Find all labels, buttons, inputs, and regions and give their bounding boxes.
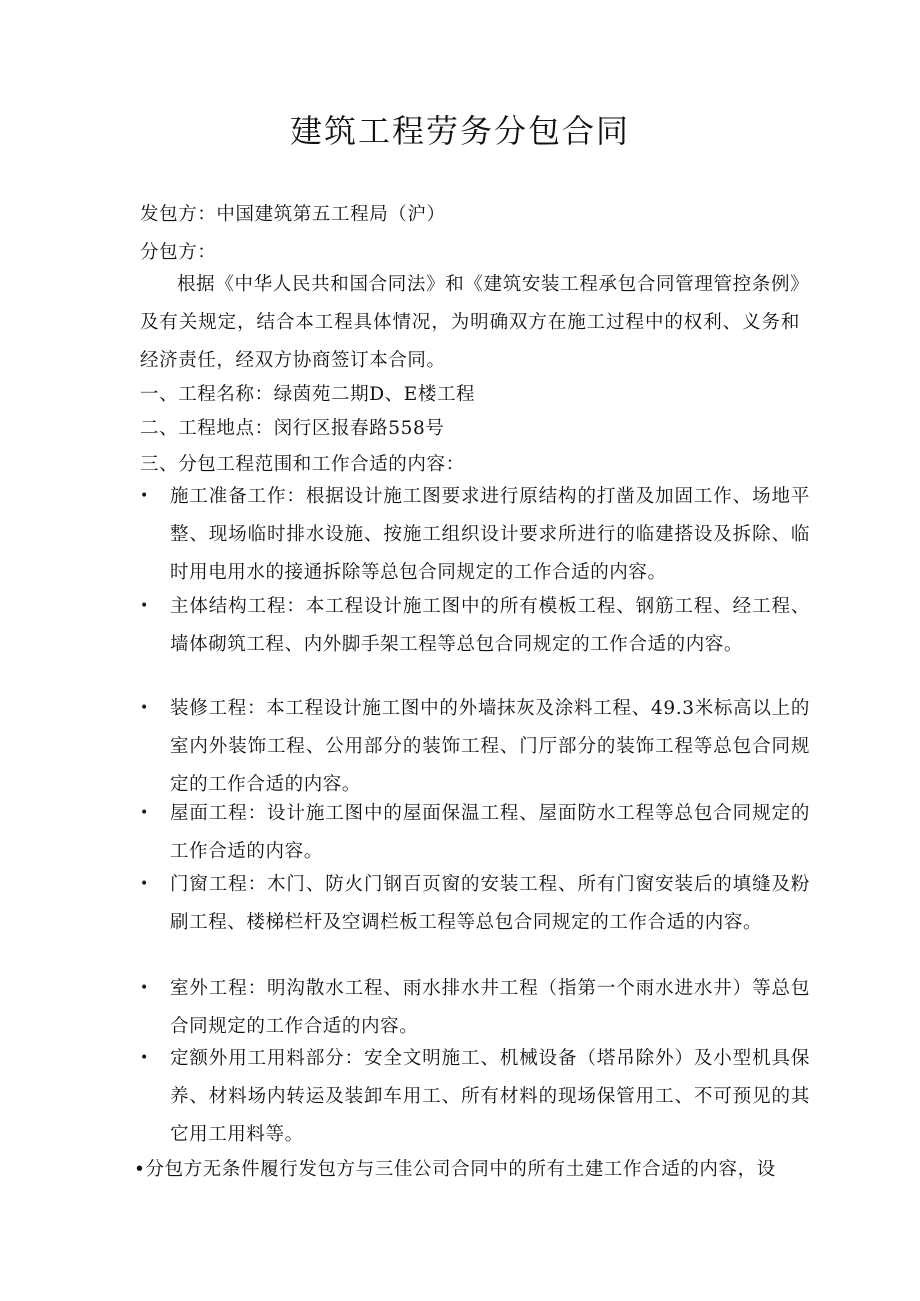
party-a: 发包方：中国建筑第五工程局（沪）: [140, 204, 446, 225]
section-project-name: 一、工程名称：绿茵苑二期D、E楼工程: [140, 384, 476, 405]
scope-item-doors-windows: 门窗工程：木门、防火门钢百页窗的安装工程、所有门窗安装后的填缝及粉刷工程、楼梯栏杆及空调栏板工程等总包合同规定的工作合适的内容。: [170, 874, 810, 933]
scope-item-roof: 屋面工程：设计施工图中的屋面保温工程、屋面防水工程等总包合同规定的工作合适的内容。: [170, 803, 810, 862]
bullet-marker: •: [140, 876, 149, 892]
party-b: 分包方：: [140, 242, 217, 263]
scope-item-exterior: 室外工程：明沟散水工程、雨水排水井工程（指第一个雨水进水井）等总包合同规定的工作合适的内容。: [170, 978, 810, 1037]
bullet-marker: •: [140, 488, 149, 504]
bullet-marker: •: [140, 598, 149, 614]
bullet-marker: •: [140, 980, 149, 996]
bullet-marker: •: [140, 805, 149, 821]
document-title: 建筑工程劳务分包合同: [289, 112, 630, 150]
scope-item-structure: 主体结构工程：本工程设计施工图中的所有模板工程、钢筋工程、经工程、墙体砌筑工程、内外脚手架工程等总包合同规定的工作合适的内容。: [170, 596, 810, 655]
subcontractor-obligation-line: •分包方无条件履行发包方与三佳公司合同中的所有土建工作合适的内容，设: [134, 1159, 776, 1180]
section-scope-heading: 三、分包工程范围和工作合适的内容：: [140, 454, 465, 475]
bullet-marker: •: [140, 1050, 149, 1066]
intro-paragraph: 根据《中华人民共和国合同法》和《建筑安装工程承包合同管理管控条例》及有关规定，结合本工程具体情况，为明确双方在施工过程中的权利、义务和经济责任，经双方协商签订本合同。: [140, 274, 800, 371]
section-project-location: 二、工程地点：闵行区报春路558号: [140, 418, 445, 439]
scope-item-preparation: 施工准备工作：根据设计施工图要求进行原结构的打凿及加固工作、场地平整、现场临时排水设施、按施工组织设计要求所进行的临建搭设及拆除、临时用电用水的接通拆除等总包合同规定的工作合适的内容。: [170, 486, 810, 583]
scope-item-decoration: 装修工程：本工程设计施工图中的外墙抹灰及涂料工程、49.3米标高以上的室内外装饰工程、公用部分的装饰工程、门厅部分的装饰工程等总包合同规定的工作合适的内容。: [170, 698, 810, 795]
scope-item-extra-labor: 定额外用工用料部分：安全文明施工、机械设备（塔吊除外）及小型机具保养、材料场内转运及装卸车用工、所有材料的现场保管用工、不可预见的其它用工用料等。: [170, 1048, 810, 1145]
bullet-marker: •: [140, 700, 149, 716]
